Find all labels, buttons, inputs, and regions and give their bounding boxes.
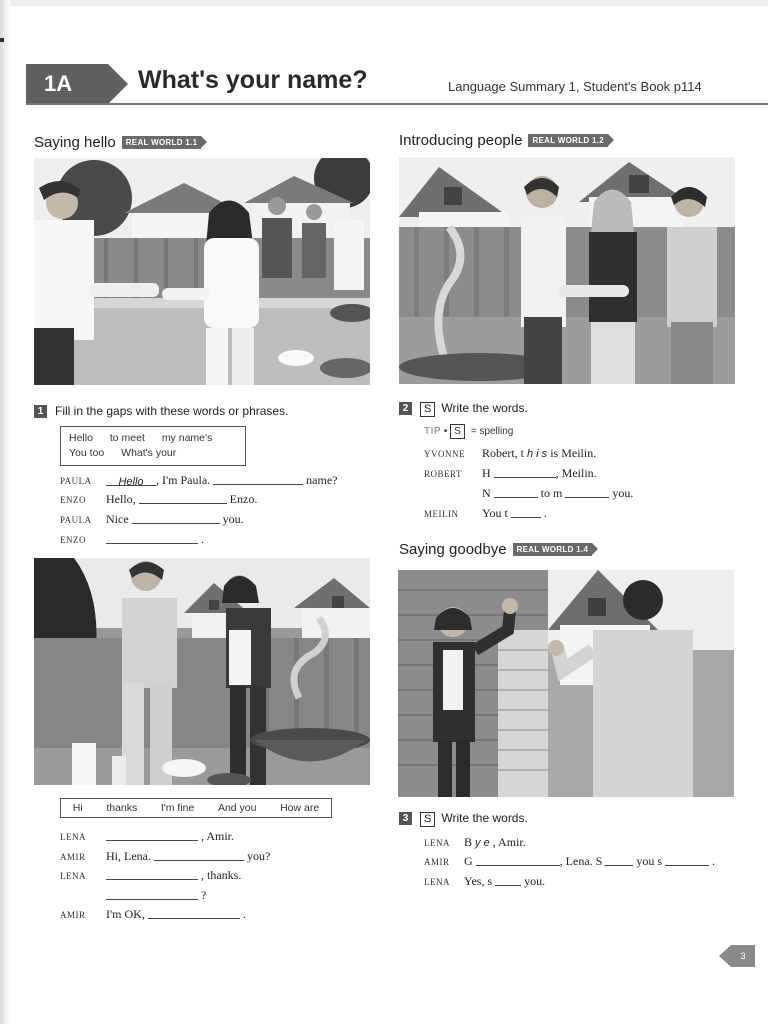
word-chip: You too xyxy=(69,447,105,459)
line-text: You t xyxy=(482,506,508,520)
line-text: , I'm Paula. xyxy=(156,473,211,487)
page-number: 3 xyxy=(731,945,755,967)
gap-field[interactable] xyxy=(213,473,303,485)
line-text-end: , Amir. xyxy=(201,829,235,843)
word-chip: thanks xyxy=(106,802,138,814)
speaker-name: LENA xyxy=(424,838,450,848)
scan-mark xyxy=(0,38,4,42)
gap-field[interactable] xyxy=(106,888,198,900)
speaker-name: MEILIN xyxy=(424,509,459,519)
unit-tag-arrow xyxy=(108,64,128,104)
speaker-name: PAULA xyxy=(60,515,92,525)
line-text: Yes, s xyxy=(464,874,493,888)
gap-field[interactable] xyxy=(511,506,541,518)
line-text: Robert, t xyxy=(482,446,524,460)
gap-answer[interactable] xyxy=(106,474,156,486)
dialogue-line xyxy=(60,512,244,527)
line-text-mid: , Lena. S xyxy=(559,854,603,868)
line-text-end: you. xyxy=(222,512,244,526)
gap-field[interactable] xyxy=(132,512,220,524)
dialogue-line xyxy=(424,486,633,501)
speaker-name: PAULA xyxy=(60,476,92,486)
word-chip: And you xyxy=(217,802,257,814)
dialogue-line xyxy=(424,835,526,850)
line-text: G xyxy=(464,854,473,868)
speaker-name: ENZO xyxy=(60,535,86,545)
section-title-text: Saying hello xyxy=(34,134,116,151)
line-text-end: . xyxy=(201,532,204,546)
line-text: Hello, xyxy=(106,492,136,506)
line-text: H xyxy=(482,466,491,480)
unit-label: 1A xyxy=(44,71,73,96)
exercise-3-instruction xyxy=(399,811,528,827)
speaker-name: AMIR xyxy=(60,852,86,862)
unit-tag xyxy=(26,64,108,104)
tip-bullet: • xyxy=(443,426,448,437)
scan-left-edge xyxy=(0,0,10,1024)
gap-field[interactable] xyxy=(106,868,198,880)
word-chip: Hello xyxy=(69,432,93,444)
dialogue-line xyxy=(60,888,206,903)
speaker-name: ROBERT xyxy=(424,469,462,479)
gap-field[interactable] xyxy=(494,486,538,498)
word-chip: How are xyxy=(280,802,320,814)
line-text-end: . xyxy=(712,854,715,868)
word-chip: my name's xyxy=(161,432,213,444)
line-text-end: you. xyxy=(612,486,634,500)
line-text-end: , Meilin. xyxy=(555,466,597,480)
header-rule xyxy=(26,103,768,105)
word-box-2 xyxy=(60,798,332,818)
section-title-text: Introducing people xyxy=(399,132,523,149)
real-world-badge: REAL WORLD 1.2 xyxy=(528,134,608,147)
gap-field[interactable] xyxy=(148,907,240,919)
instruction-text: Fill in the gaps with these words or phrases. xyxy=(55,404,289,418)
line-text-end: , thanks. xyxy=(201,868,242,882)
exercise-number: 3 xyxy=(399,812,412,825)
dialogue-line xyxy=(60,829,234,844)
example-answer: h i s xyxy=(527,448,548,460)
illustration-introducing xyxy=(399,157,735,384)
word-chip: Hi xyxy=(72,802,83,814)
word-chip: What's your xyxy=(121,447,177,459)
dialogue-line xyxy=(60,492,257,507)
line-text-end: Enzo. xyxy=(229,492,258,506)
exercise-2-instruction xyxy=(399,401,528,417)
line-text: I'm OK, xyxy=(106,907,145,921)
example-answer: Hello xyxy=(118,476,144,488)
line-text-end: . xyxy=(543,506,547,520)
line-text-end: is Meilin. xyxy=(550,446,597,460)
gap-field[interactable] xyxy=(495,874,521,886)
gap-field[interactable] xyxy=(154,849,244,861)
page-title: What's your name? xyxy=(138,66,368,94)
line-text-end: , Amir. xyxy=(492,835,526,849)
word-box-row xyxy=(69,431,237,446)
spelling-icon: S xyxy=(420,402,435,417)
line-text-end: you. xyxy=(524,874,546,888)
speaker-name: AMIR xyxy=(424,857,450,867)
line-text: Nice xyxy=(106,512,129,526)
section-title-introducing xyxy=(399,132,608,149)
speaker-name: AMIR xyxy=(60,910,86,920)
dialogue-line xyxy=(424,446,596,461)
word-box-row xyxy=(69,446,237,461)
line-text-end: ? xyxy=(201,888,207,902)
instruction-text: Write the words. xyxy=(441,811,528,825)
real-world-badge: REAL WORLD 1.1 xyxy=(122,136,202,149)
real-world-badge: REAL WORLD 1.4 xyxy=(513,543,593,556)
example-answer: y e xyxy=(475,837,490,849)
dialogue-line xyxy=(60,868,241,883)
page-subtitle: Language Summary 1, Student's Book p114 xyxy=(448,79,702,94)
speaker-name: ENZO xyxy=(60,495,86,505)
speaker-name: LENA xyxy=(60,832,86,842)
spelling-icon: S xyxy=(420,812,435,827)
word-chip: to meet xyxy=(109,432,145,444)
dialogue-line xyxy=(60,532,204,547)
word-chip: I'm fine xyxy=(160,802,195,814)
exercise-number: 1 xyxy=(34,405,47,418)
gap-field[interactable] xyxy=(565,486,609,498)
section-title-saying-hello xyxy=(34,134,201,151)
gap-field[interactable] xyxy=(494,466,556,478)
instruction-text: Write the words. xyxy=(441,401,528,415)
gap-field[interactable] xyxy=(139,492,227,504)
speaker-name: LENA xyxy=(424,877,450,887)
line-text-mid: you s xyxy=(636,854,662,868)
illustration-goodbye xyxy=(398,570,734,797)
section-title-goodbye xyxy=(399,541,592,558)
illustration-saying-hello xyxy=(34,158,370,385)
page-number-arrow xyxy=(719,945,731,967)
gap-field[interactable] xyxy=(106,829,198,841)
line-text: N xyxy=(482,486,491,500)
speaker-name: LENA xyxy=(60,871,86,881)
exercise-1-instruction xyxy=(34,404,288,418)
dialogue-line xyxy=(60,473,337,488)
gap-field[interactable] xyxy=(476,854,560,866)
gap-field[interactable] xyxy=(106,532,198,544)
tip-line xyxy=(424,424,513,439)
scan-top-edge xyxy=(0,0,768,6)
line-text-end: you? xyxy=(246,849,271,863)
spelling-icon: S xyxy=(450,424,465,439)
dialogue-line xyxy=(424,466,597,481)
dialogue-line xyxy=(60,849,270,864)
word-box-1 xyxy=(60,426,246,466)
dialogue-line xyxy=(424,506,547,521)
dialogue-line xyxy=(424,874,545,889)
speaker-name: YVONNE xyxy=(424,449,465,459)
tip-text: = spelling xyxy=(470,426,514,437)
section-title-text: Saying goodbye xyxy=(399,541,507,558)
line-text-mid: to m xyxy=(540,486,563,500)
line-text: B xyxy=(464,835,473,849)
dialogue-line xyxy=(424,854,715,869)
tip-label: TIP xyxy=(424,426,442,437)
illustration-how-are-you xyxy=(34,558,370,785)
exercise-number: 2 xyxy=(399,402,412,415)
gap-field[interactable] xyxy=(665,854,709,866)
line-text: Hi, Lena. xyxy=(106,849,151,863)
line-text-end: . xyxy=(242,907,246,921)
gap-field[interactable] xyxy=(605,854,633,866)
dialogue-line xyxy=(60,907,246,922)
line-text-end: name? xyxy=(306,473,338,487)
